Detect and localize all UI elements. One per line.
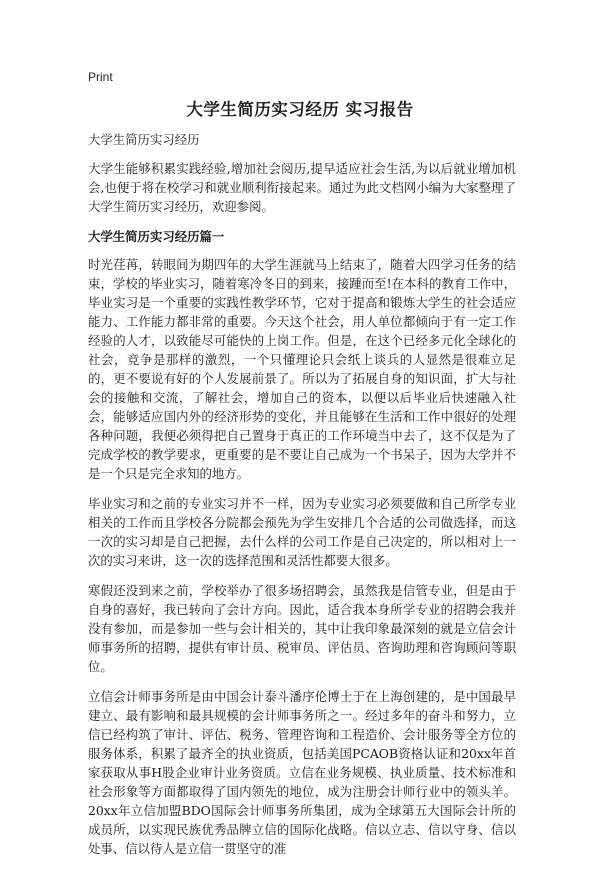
document-subtitle: 大学生简历实习经历 xyxy=(88,132,200,147)
body-paragraph: 立信会计师事务所是由中国会计泰斗潘序伦博士于在上海创建的，是中国最早建立、最有影响和最具规模的会计师事务所之一。经过多年的奋斗和努力，立信已经构筑了审计、评估、税务、管理咨询和工程造价、会计服务等全方位的服务体系，积累了最齐全的执业资质，包括美国PCAOB资格认证和20xx年首家获取从事H股企业审计业务资质。立信在业务规模、执业质量、技术标准和社会形象等方面都取得了国内领先的地位，成为注册会计师行业中的领头羊。20xx年立信加盟BDO国际会计师事务所集团，成为全球第五大国际会计所的成员所，以实现民族优秀品牌立信的国际化战略。信以立志、信以守身、信以处事、信以待人是立信一贯坚守的准 xyxy=(88,689,516,856)
body-paragraph: 寒假还没到来之前，学校举办了很多场招聘会，虽然我是信管专业，但是由于自身的喜好，我已转向了会计方向。因此，适合我本身所学专业的招聘会我并没有参加，而是参加一些与会计相关的，其中让我印象最深刻的就是立信会计师事务所的招聘，提供有审计员、税审员、评估员、咨询助理和咨询顾问等职位。 xyxy=(88,583,516,674)
body-paragraph: 时光荏苒，转眼间为期四年的大学生涯就马上结束了，随着大四学习任务的结束，学校的毕业实习，随着寒冷冬日的到来，接踵而至!在本科的教育工作中，毕业实习是一个重要的实践性教学环节，它对于提高和锻炼大学生的社会适应能力、工作能力都非常的重要。今天这个社会，用人单位都倾向于有一定工作经验的人才，以致能尽可能快的上岗工作。但是，在这个已经多元化全球化的社会，竞争是那样的激烈，一个只懂理论只会纸上谈兵的人显然是很难立足的，更不要说有好的个人发展前景了。所以为了拓展自身的知识面，扩大与社会的接触和交流，了解社会，增加自己的资本，以便以后毕业后快速融入社会，能够适应国内外的经济形势的变化，并且能够在生活和工作中很好的处理各种问题，我便必须得把自己置身于真正的工作环境当中去了，这不仅是为了完成学校的教学要求，更重要的是不要让自己成为一个书呆子，因为大学并不是一个只是完全求知的地方。 xyxy=(88,257,516,481)
print-link[interactable]: Print xyxy=(88,70,113,84)
body-paragraph: 毕业实习和之前的专业实习并不一样，因为专业实习必须要做和自己所学专业相关的工作而且学校各分院都会预先为学生安排几个合适的公司做选择，而这一次的实习却是自己把握，去什么样的公司工作是自己决定的，所以相对上一次的实习来讲，这一次的选择范围和灵活性都要大很多。 xyxy=(88,496,516,568)
section-heading: 大学生简历实习经历篇一 xyxy=(88,229,225,244)
intro-paragraph: 大学生能够积累实践经验,增加社会阅历,提早适应社会生活,为以后就业增加机会,也便于将在校学习和就业顺利衔接起来。通过为此文档网小编为大家整理了大学生简历实习经历，欢迎参阅。 xyxy=(88,161,516,214)
document-body xyxy=(88,130,516,869)
document-title: 大学生简历实习经历 实习报告 xyxy=(186,100,414,119)
